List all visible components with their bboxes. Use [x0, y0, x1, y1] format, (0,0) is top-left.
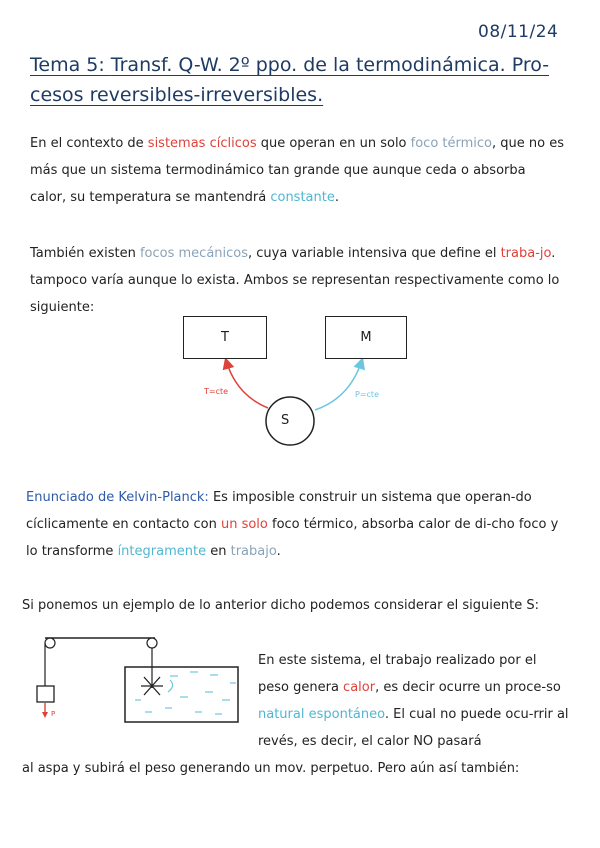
p5-text-e: . El cual no puede ocu-rrir al revés, es decir, el calor NO pasará: [258, 707, 569, 749]
p3-text-b: Es imposible construir un sistema que operan-do cíclicamente en contacto con: [26, 490, 532, 532]
paragraph-4: Si ponemos un ejemplo de lo anterior dicho podemos considerar el siguiente S:: [22, 598, 539, 613]
p2-text-c: , cuya variable intensiva que define el: [248, 246, 501, 261]
p2-text-e: . tampoco varía aunque lo exista. Ambos se representan respectivamente como lo siguiente:: [30, 246, 560, 315]
p2-highlight-trabajo: traba-jo: [500, 246, 552, 261]
system-circle: [266, 397, 314, 445]
p3-text-f: en: [206, 544, 231, 559]
p3-highlight-unsolo: un solo: [220, 517, 268, 532]
arrow-left: [226, 360, 268, 408]
p3-highlight-trabajo: trabajo: [230, 544, 277, 559]
box-thermal: T: [183, 316, 267, 359]
box-mechanical: M: [325, 316, 407, 359]
diagram-kelvin: [37, 638, 238, 722]
p1-highlight-constante: constante: [270, 190, 335, 205]
label-t: T=cte: [204, 387, 229, 396]
date: 08/11/24: [478, 22, 559, 42]
p1-text-g: .: [334, 190, 339, 205]
paragraph-5: [258, 647, 570, 755]
p3-heading: Enunciado de Kelvin-Planck:: [26, 490, 209, 505]
p1-highlight-foco: foco térmico: [410, 136, 492, 151]
circle-label: S: [281, 413, 290, 428]
p5-text-a: En este sistema, el trabajo realizado por el peso genera: [258, 653, 537, 695]
p1-highlight-sistemas: sistemas cíclicos: [147, 136, 257, 151]
p5-highlight-natural: natural espontáneo: [258, 707, 385, 722]
arrow-right: [315, 360, 362, 410]
p3-text-h: .: [276, 544, 281, 559]
p1-text-a: En el contexto de: [30, 136, 148, 151]
p2-highlight-focos: focos mecánicos: [139, 246, 249, 261]
title-prefix: Tema 5:: [30, 54, 111, 76]
paragraph-6: al aspa y subirá el peso generando un mov. perpetuo. Pero aún así también:: [22, 761, 520, 776]
p3-text-d: foco térmico, absorba calor de di-cho foco y lo transforme: [26, 517, 559, 559]
p1-text-e: , que no es más que un sistema termodinámico tan grande que aunque ceda o absorba calor, su temperatura se mantendrá: [30, 136, 564, 205]
p5-text-c: , es decir ocurre un proce-so: [375, 680, 561, 695]
p2-text-a: También existen: [30, 246, 140, 261]
weight-box: [37, 686, 54, 702]
p5-highlight-calor: calor: [343, 680, 376, 695]
title-line1: Transf. Q-W. 2º ppo. de la termodinámica. Pro-: [110, 54, 550, 76]
title-line2: cesos reversibles-irreversibles.: [30, 84, 324, 106]
paragraph-3: [26, 484, 571, 565]
weight-label: P: [51, 710, 56, 718]
label-p: P=cte: [355, 390, 379, 399]
p3-highlight-integramente: íntegramente: [117, 544, 207, 559]
p1-text-c: que operan en un solo: [256, 136, 411, 151]
